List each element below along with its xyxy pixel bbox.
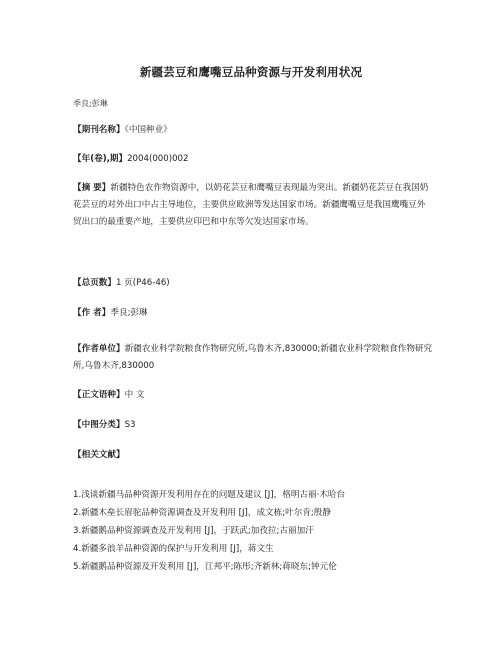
field-authors <box>73 305 433 322</box>
reference-item[interactable]: 2.新疆木垒长眉驼品种资源调查及开发利用 [J]，成文栋;叶尔肯;殷静 <box>73 508 331 518</box>
field-label: 【总页数】 <box>73 278 116 288</box>
field-label: 【相关文献】 <box>73 450 125 460</box>
field-journal <box>73 122 433 139</box>
field-year-volume <box>73 151 433 168</box>
reference-item[interactable]: 1.浅谈新疆马品种资源开发利用存在的问题及建议 [J]，格明古丽·木哈台 <box>73 490 346 500</box>
field-value: 新疆农业科学院粮食作物研究所,乌鲁木齐,830000;新疆农业科学院粮食作物研究所,乌鲁木齐,830000 <box>73 344 433 371</box>
field-value: 中 文 <box>124 390 145 400</box>
field-label: 【中图分类】 <box>73 420 125 430</box>
reference-item[interactable]: 4.新疆多浪羊品种资源的保护与开发利用 [J]，蒋文生 <box>73 544 274 554</box>
reference-item[interactable]: 5.新疆鹅品种资源及开发利用 [J]，江邦平;陈彤;齐新林;蒋晓东;钟元伦 <box>73 562 337 572</box>
field-language <box>73 387 433 404</box>
field-label: 【期刊名称】 <box>73 125 125 135</box>
field-abstract <box>73 180 433 231</box>
field-label: 【作者单位】 <box>73 344 125 354</box>
field-related-literature <box>73 447 433 464</box>
field-label: 【摘 要】 <box>73 183 111 193</box>
author-line: 季良;彭琳 <box>73 99 108 108</box>
field-page-count <box>73 275 433 292</box>
reference-item[interactable]: 3.新疆鹅品种资源调查及开发利用 [J]，于跃武;加孜拉;古丽加汗 <box>73 526 314 536</box>
field-value: 新疆特色农作物资源中，以奶花芸豆和鹰嘴豆表现最为突出。新疆奶花芸豆在我国奶花芸豆的对外出口中占主导地位，主要供应欧洲等发达国家市场。新疆鹰嘴豆是我国鹰嘴豆外贸出口的最重要产地，主要供应印巴和中东等欠发达国家市场。 <box>73 183 429 227</box>
field-value: S3 <box>124 420 136 430</box>
field-classification <box>73 417 433 434</box>
field-value: 1 页(P46-46) <box>115 278 170 288</box>
field-label: 【作 者】 <box>73 308 111 318</box>
field-value: 《中国种业》 <box>124 125 172 135</box>
field-label: 【年(卷),期】 <box>73 154 128 164</box>
document-title: 新疆芸豆和鹰嘴豆品种资源与开发利用状况 <box>139 65 363 79</box>
field-value: 季良;彭琳 <box>110 308 148 318</box>
field-affiliation <box>73 341 433 375</box>
field-value: 2004(000)002 <box>127 154 189 164</box>
field-label: 【正文语种】 <box>73 390 125 400</box>
